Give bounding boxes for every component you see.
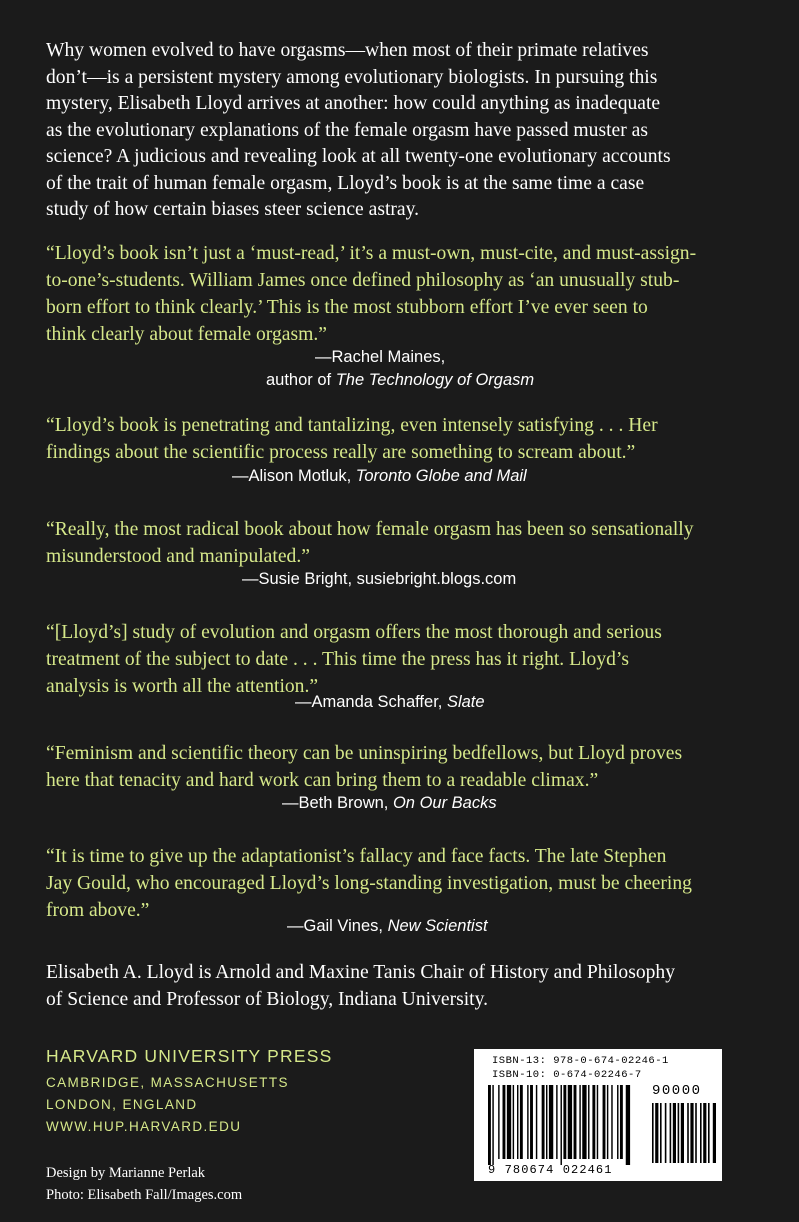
isbn-barcode bbox=[474, 1049, 722, 1181]
quote-line: findings about the scientific process really are something to scream about.” bbox=[46, 442, 636, 463]
review-quote-maines bbox=[46, 240, 776, 348]
isbn13-label: ISBN-13: 978-0-674-02246-1 bbox=[492, 1055, 669, 1067]
review-attribution: —Amanda Schaffer, Slate bbox=[295, 693, 485, 711]
review-quote-brown bbox=[46, 740, 776, 794]
description-line: as the evolutionary explanations of the female orgasm have passed muster as bbox=[46, 119, 648, 141]
price-code: 90000 bbox=[652, 1083, 702, 1099]
description-line: Why women evolved to have orgasms—when most of their primate relatives bbox=[46, 40, 649, 61]
quote-line: to-one’s-students. William James once defined philosophy as ‘an unusually stub- bbox=[46, 270, 680, 291]
isbn10-label: ISBN-10: 0-674-02246-7 bbox=[492, 1069, 642, 1081]
credit-line: Design by Marianne Perlak bbox=[46, 1165, 206, 1181]
review-quote-motluk bbox=[46, 412, 776, 466]
credit-line: Photo: Elisabeth Fall/Images.com bbox=[46, 1187, 243, 1203]
book-description bbox=[46, 38, 766, 224]
description-line: of the trait of human female orgasm, Lloyd’s book is at the same time a case bbox=[46, 172, 645, 194]
quote-line: analysis is worth all the attention.” bbox=[46, 676, 319, 697]
quote-line: treatment of the subject to date . . . This time the press has it right. Lloyd’s bbox=[46, 649, 629, 670]
design-credits bbox=[46, 1162, 242, 1206]
review-quote-schaffer bbox=[46, 619, 776, 700]
quote-line: Jay Gould, who encouraged Lloyd’s long-standing investigation, must be cheering bbox=[46, 873, 692, 894]
quote-line: “Really, the most radical book about how female orgasm has been so sensationally bbox=[46, 519, 694, 540]
quote-line: from above.” bbox=[46, 900, 150, 921]
review-attribution: —Gail Vines, New Scientist bbox=[287, 917, 488, 935]
description-line: study of how certain biases steer science astray. bbox=[46, 199, 420, 220]
author-bio bbox=[46, 960, 786, 1013]
quote-line: “Lloyd’s book is penetrating and tantalizing, even intensely satisfying . . . Her bbox=[46, 415, 658, 436]
quote-line: here that tenacity and hard work can bring them to a readable climax.” bbox=[46, 770, 599, 791]
review-quote-vines bbox=[46, 843, 776, 924]
quote-line: “[Lloyd’s] study of evolution and orgasm offers the most thorough and serious bbox=[46, 622, 662, 643]
quote-line: “Feminism and scientific theory can be uninspiring bedfellows, but Lloyd proves bbox=[46, 743, 683, 764]
description-line: mystery, Elisabeth Lloyd arrives at another: how could anything as inadequate bbox=[46, 93, 661, 114]
description-line: science? A judicious and revealing look at all twenty-one evolutionary accounts bbox=[46, 146, 671, 167]
quote-line: think clearly about female orgasm.” bbox=[46, 324, 327, 345]
publisher-city: CAMBRIDGE, MASSACHUSETTS bbox=[46, 1075, 289, 1090]
quote-line: born effort to think clearly.’ This is the most stubborn effort I’ve ever seen to bbox=[46, 297, 648, 318]
quote-line: misunderstood and manipulated.” bbox=[46, 546, 310, 567]
publisher-name: HARVARD UNIVERSITY PRESS bbox=[46, 1046, 333, 1066]
review-attribution: —Susie Bright, susiebright.blogs.com bbox=[242, 570, 517, 588]
barcode-icon bbox=[474, 1049, 722, 1181]
review-attribution-name: —Rachel Maines, bbox=[315, 348, 446, 366]
review-attribution: —Alison Motluk, Toronto Globe and Mail bbox=[232, 467, 527, 485]
bio-line: of Science and Professor of Biology, Indiana University. bbox=[46, 988, 489, 1010]
publisher-city: LONDON, ENGLAND bbox=[46, 1097, 198, 1112]
publisher-block bbox=[46, 1044, 333, 1138]
review-attribution-work: author of The Technology of Orgasm bbox=[266, 371, 535, 389]
publisher-website: WWW.HUP.HARVARD.EDU bbox=[46, 1119, 242, 1134]
bio-line: Elisabeth A. Lloyd is Arnold and Maxine Tanis Chair of History and Philosophy bbox=[46, 962, 676, 983]
barcode-digits: 9 780674 022461 bbox=[488, 1163, 613, 1177]
quote-line: “Lloyd’s book isn’t just a ‘must-read,’ it’s a must-own, must-cite, and must-assign- bbox=[46, 243, 697, 264]
description-line: don’t—is a persistent mystery among evolutionary biologists. In pursuing this bbox=[46, 66, 658, 88]
quote-line: “It is time to give up the adaptationist’s fallacy and face facts. The late Stephen bbox=[46, 846, 667, 867]
review-attribution: —Beth Brown, On Our Backs bbox=[282, 794, 497, 812]
review-quote-bright bbox=[46, 516, 776, 570]
